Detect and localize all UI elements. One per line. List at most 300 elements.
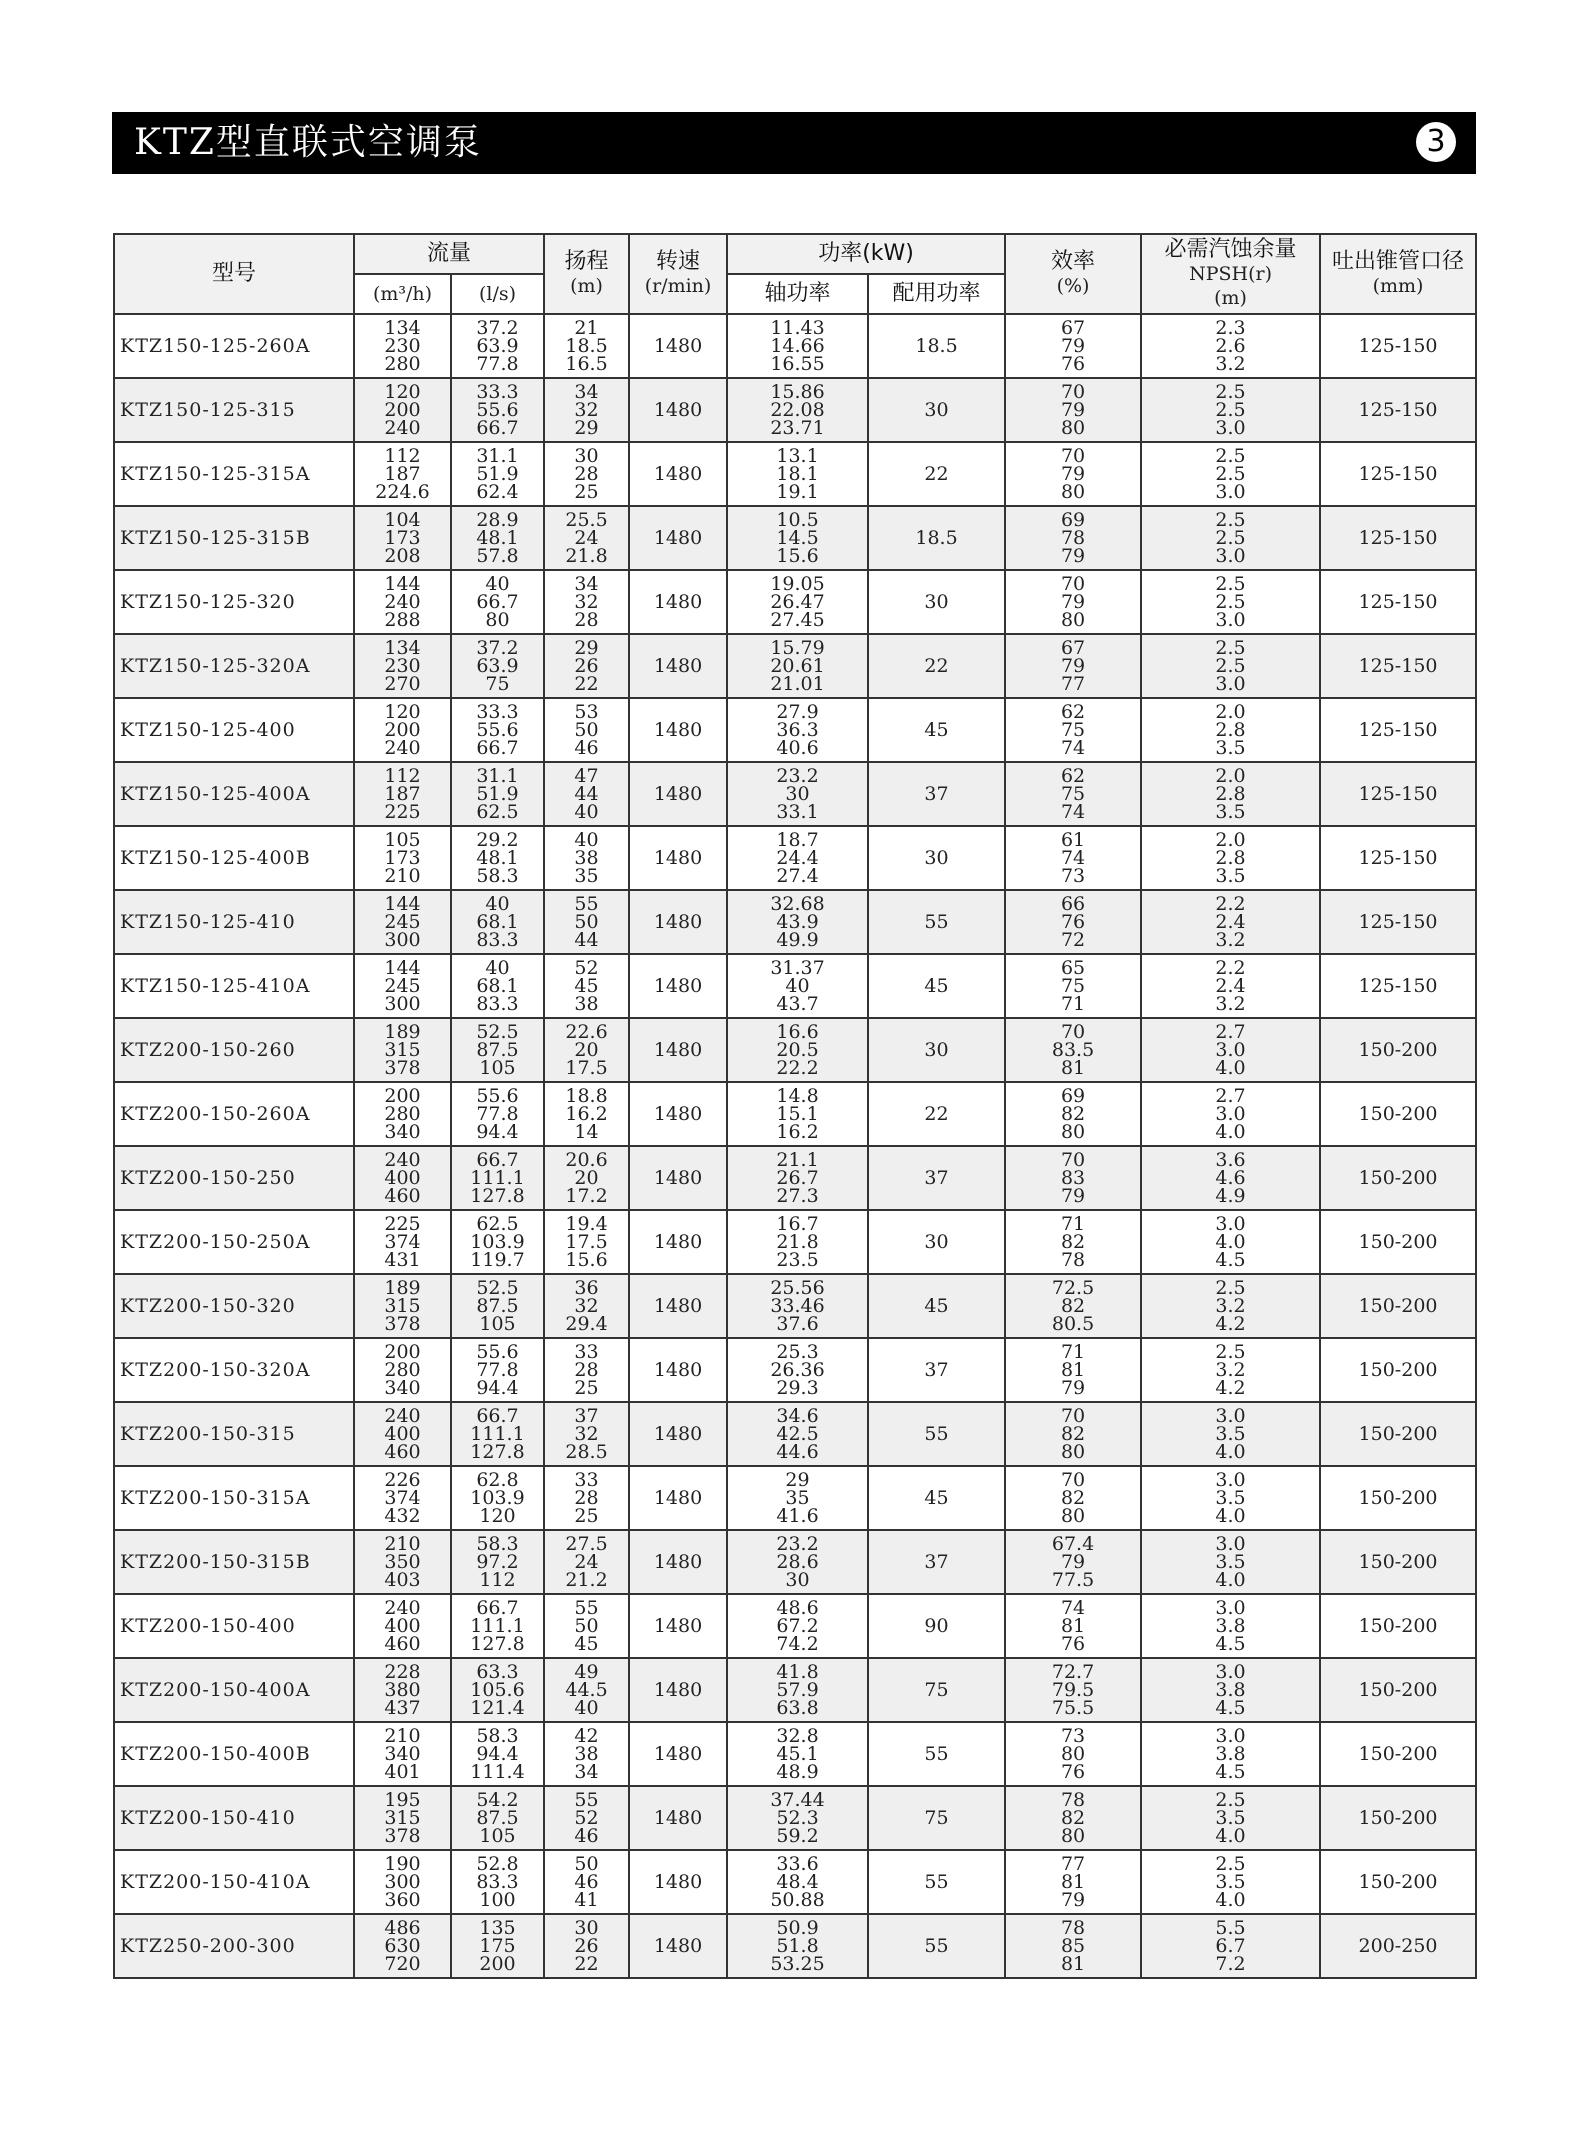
cell-flow-m3h [354, 1850, 451, 1914]
cell-value: 437 [384, 1697, 421, 1720]
cell-value: 16.55 [770, 353, 825, 376]
cell-outlet-diameter: 150-200 [1320, 1402, 1476, 1466]
cell-model: KTZ150-125-315B [114, 506, 354, 570]
cell-flow-m3h [354, 1018, 451, 1082]
cell-shaft-power [727, 890, 868, 954]
cell-value: 28.6 [776, 1550, 819, 1573]
cell-value: 134 [384, 316, 421, 339]
cell-value: 33 [574, 1468, 599, 1491]
cell-value: 3.6 [1215, 1148, 1246, 1171]
cell-value: 80 [1060, 417, 1086, 440]
table-row [114, 1594, 1476, 1658]
cell-value: 66.7 [476, 1596, 519, 1619]
cell-value: 34 [574, 1761, 599, 1784]
cell-value: 50.88 [770, 1889, 825, 1912]
cell-value: 41.6 [776, 1505, 819, 1528]
cell-motor-power: 22 [868, 442, 1005, 506]
cell-value: 59.2 [776, 1825, 819, 1848]
cell-value: 3.0 [1215, 1212, 1246, 1235]
cell-value: 3.5 [1215, 1870, 1246, 1893]
cell-value: 37.6 [776, 1313, 819, 1336]
cell-value: 49 [574, 1660, 599, 1683]
cell-value: 288 [384, 609, 421, 632]
cell-efficiency [1005, 378, 1141, 442]
cell-outlet-diameter: 125-150 [1320, 698, 1476, 762]
cell-value: 2.6 [1215, 334, 1246, 357]
cell-value: 315 [384, 1806, 421, 1829]
cell-value: 200 [384, 718, 421, 741]
cell-value: 48.1 [476, 846, 519, 869]
cell-outlet-diameter: 150-200 [1320, 1658, 1476, 1722]
cell-value: 2.5 [1215, 398, 1246, 421]
cell-outlet-diameter: 200-250 [1320, 1914, 1476, 1978]
cell-value: 53.25 [770, 1953, 825, 1976]
cell-value: 44 [574, 929, 599, 952]
cell-value: 37.44 [770, 1788, 825, 1811]
cell-shaft-power [727, 1402, 868, 1466]
cell-efficiency [1005, 1850, 1141, 1914]
cell-value: 29 [785, 1468, 810, 1491]
cell-value: 14.8 [776, 1084, 819, 1107]
cell-model: KTZ150-125-400 [114, 698, 354, 762]
cell-value: 210 [384, 1532, 421, 1555]
cell-npsh [1141, 1338, 1320, 1402]
cell-head [544, 762, 629, 826]
cell-head [544, 1402, 629, 1466]
cell-value: 32.8 [776, 1724, 819, 1747]
cell-efficiency [1005, 1402, 1141, 1466]
cell-value: 378 [384, 1057, 421, 1080]
cell-value: 3.5 [1215, 1486, 1246, 1509]
cell-flow-m3h [354, 1530, 451, 1594]
page-number-badge: 3 [1416, 122, 1456, 162]
cell-value: 45 [574, 1633, 599, 1656]
cell-value: 4.9 [1215, 1185, 1246, 1208]
cell-value: 111.1 [470, 1422, 525, 1445]
cell-value: 45 [574, 974, 599, 997]
cell-value: 33 [574, 1340, 599, 1363]
cell-efficiency [1005, 506, 1141, 570]
cell-outlet-diameter: 125-150 [1320, 570, 1476, 634]
cell-value: 19.05 [770, 572, 825, 595]
header-head: 扬程 (m) [544, 234, 629, 314]
cell-npsh [1141, 506, 1320, 570]
cell-value: 25 [574, 1377, 599, 1400]
cell-value: 2.5 [1215, 1340, 1246, 1363]
cell-value: 25 [574, 1505, 599, 1528]
cell-value: 78 [1060, 526, 1086, 549]
cell-value: 42 [574, 1724, 599, 1747]
cell-value: 71 [1060, 1212, 1086, 1235]
cell-speed: 1480 [629, 1338, 727, 1402]
cell-outlet-diameter: 150-200 [1320, 1338, 1476, 1402]
cell-value: 62 [1060, 700, 1086, 723]
cell-flow-ls [451, 314, 544, 378]
cell-head [544, 1594, 629, 1658]
cell-head [544, 1210, 629, 1274]
cell-value: 22 [574, 1953, 599, 1976]
cell-value: 4.5 [1215, 1633, 1246, 1656]
cell-value: 431 [384, 1249, 421, 1272]
cell-value: 21.8 [565, 545, 608, 568]
cell-outlet-diameter: 150-200 [1320, 1850, 1476, 1914]
cell-efficiency [1005, 1018, 1141, 1082]
cell-value: 187 [384, 462, 421, 485]
cell-flow-m3h [354, 1274, 451, 1338]
cell-head [544, 1146, 629, 1210]
cell-npsh [1141, 1018, 1320, 1082]
cell-shaft-power [727, 570, 868, 634]
cell-motor-power: 55 [868, 1914, 1005, 1978]
cell-flow-ls [451, 1402, 544, 1466]
cell-value: 82 [1060, 1294, 1086, 1317]
cell-value: 80 [1060, 1121, 1086, 1144]
cell-value: 3.0 [1215, 1660, 1246, 1683]
cell-model: KTZ250-200-300 [114, 1914, 354, 1978]
cell-motor-power: 75 [868, 1658, 1005, 1722]
table-row [114, 890, 1476, 954]
cell-head [544, 1786, 629, 1850]
cell-value: 72.7 [1051, 1660, 1095, 1683]
cell-value: 3.2 [1215, 1294, 1246, 1317]
cell-value: 82 [1060, 1806, 1086, 1829]
cell-head [544, 1850, 629, 1914]
cell-flow-m3h [354, 954, 451, 1018]
cell-value: 66.7 [476, 590, 519, 613]
cell-value: 25 [574, 481, 599, 504]
cell-speed: 1480 [629, 1786, 727, 1850]
cell-value: 74 [1060, 1596, 1086, 1619]
cell-value: 70 [1060, 380, 1086, 403]
cell-value: 58.3 [476, 865, 519, 888]
cell-outlet-diameter: 125-150 [1320, 314, 1476, 378]
cell-speed: 1480 [629, 1402, 727, 1466]
cell-flow-ls [451, 1274, 544, 1338]
cell-speed: 1480 [629, 1274, 727, 1338]
cell-value: 47 [574, 764, 599, 787]
cell-head [544, 506, 629, 570]
cell-model: KTZ200-150-315B [114, 1530, 354, 1594]
cell-value: 21.01 [770, 673, 825, 696]
cell-value: 79 [1060, 1185, 1086, 1208]
cell-flow-m3h [354, 1402, 451, 1466]
cell-value: 33.6 [776, 1852, 819, 1875]
cell-value: 81 [1060, 1358, 1086, 1381]
cell-value: 26.7 [776, 1166, 819, 1189]
cell-motor-power: 45 [868, 954, 1005, 1018]
cell-value: 111.1 [470, 1166, 525, 1189]
cell-speed: 1480 [629, 698, 727, 762]
cell-value: 67.2 [776, 1614, 819, 1637]
cell-motor-power: 55 [868, 1402, 1005, 1466]
cell-flow-ls [451, 890, 544, 954]
cell-shaft-power [727, 1466, 868, 1530]
cell-value: 40 [485, 572, 510, 595]
cell-value: 18.7 [776, 828, 819, 851]
table-row [114, 1082, 1476, 1146]
cell-outlet-diameter: 125-150 [1320, 890, 1476, 954]
cell-value: 97.2 [476, 1550, 519, 1573]
cell-flow-m3h [354, 1466, 451, 1530]
table-row [114, 1658, 1476, 1722]
cell-flow-ls [451, 698, 544, 762]
cell-shaft-power [727, 1658, 868, 1722]
cell-value: 3.5 [1215, 737, 1246, 760]
cell-motor-power: 22 [868, 634, 1005, 698]
cell-value: 20 [574, 1038, 599, 1061]
cell-value: 4.0 [1215, 1057, 1246, 1080]
cell-value: 81 [1060, 1057, 1086, 1080]
cell-flow-ls [451, 1914, 544, 1978]
cell-head [544, 1722, 629, 1786]
cell-outlet-diameter: 125-150 [1320, 378, 1476, 442]
cell-value: 29 [574, 636, 599, 659]
cell-flow-ls [451, 1082, 544, 1146]
cell-value: 77 [1060, 673, 1086, 696]
cell-value: 280 [384, 1358, 421, 1381]
cell-value: 380 [384, 1678, 421, 1701]
cell-value: 3.0 [1215, 1102, 1246, 1125]
cell-value: 29.3 [776, 1377, 819, 1400]
cell-outlet-diameter: 150-200 [1320, 1082, 1476, 1146]
header-flow-m3h: (m³/h) [354, 274, 451, 314]
cell-speed: 1480 [629, 506, 727, 570]
cell-value: 37 [574, 1404, 599, 1427]
cell-efficiency [1005, 954, 1141, 1018]
cell-outlet-diameter: 125-150 [1320, 762, 1476, 826]
cell-outlet-diameter: 150-200 [1320, 1466, 1476, 1530]
cell-model: KTZ200-150-315A [114, 1466, 354, 1530]
cell-motor-power: 30 [868, 1210, 1005, 1274]
cell-model: KTZ150-125-260A [114, 314, 354, 378]
cell-value: 195 [384, 1788, 421, 1811]
table-row [114, 1722, 1476, 1786]
cell-value: 144 [384, 892, 421, 915]
cell-flow-m3h [354, 1082, 451, 1146]
cell-value: 80 [485, 609, 510, 632]
cell-outlet-diameter: 125-150 [1320, 954, 1476, 1018]
cell-value: 28.5 [565, 1441, 608, 1464]
cell-value: 80 [1060, 1742, 1086, 1765]
cell-value: 65 [1060, 956, 1086, 979]
cell-value: 18.5 [565, 334, 608, 357]
cell-value: 2.5 [1215, 508, 1246, 531]
cell-value: 187 [384, 782, 421, 805]
cell-model: KTZ150-125-315A [114, 442, 354, 506]
cell-value: 21.1 [776, 1148, 819, 1171]
cell-value: 44.6 [776, 1441, 819, 1464]
cell-flow-m3h [354, 1786, 451, 1850]
cell-value: 33.3 [476, 700, 519, 723]
cell-value: 104 [384, 508, 421, 531]
cell-value: 80 [1060, 1505, 1086, 1528]
cell-value: 23.2 [776, 1532, 819, 1555]
cell-npsh [1141, 1402, 1320, 1466]
cell-value: 127.8 [470, 1441, 525, 1464]
header-shaft-power: 轴功率 [727, 274, 868, 314]
cell-value: 79 [1060, 1889, 1086, 1912]
cell-speed: 1480 [629, 1530, 727, 1594]
cell-flow-ls [451, 1530, 544, 1594]
cell-efficiency [1005, 634, 1141, 698]
cell-npsh [1141, 1210, 1320, 1274]
cell-flow-ls [451, 826, 544, 890]
cell-model: KTZ150-125-410A [114, 954, 354, 1018]
cell-value: 15.6 [565, 1249, 608, 1272]
cell-flow-m3h [354, 826, 451, 890]
cell-motor-power: 45 [868, 698, 1005, 762]
cell-value: 4.5 [1215, 1249, 1246, 1272]
cell-npsh [1141, 826, 1320, 890]
cell-value: 23.2 [776, 764, 819, 787]
cell-value: 77.8 [476, 1358, 519, 1381]
cell-flow-m3h [354, 314, 451, 378]
cell-value: 4.0 [1215, 1441, 1246, 1464]
cell-value: 80.5 [1051, 1313, 1095, 1336]
cell-value: 74.2 [776, 1633, 819, 1656]
cell-value: 21.2 [565, 1569, 608, 1592]
cell-value: 70 [1060, 444, 1086, 467]
table-row [114, 954, 1476, 1018]
cell-value: 103.9 [470, 1486, 525, 1509]
table-row [114, 1210, 1476, 1274]
cell-value: 41.8 [776, 1660, 819, 1683]
cell-head [544, 1338, 629, 1402]
cell-value: 3.5 [1215, 865, 1246, 888]
cell-value: 3.5 [1215, 1806, 1246, 1829]
cell-value: 52.8 [476, 1852, 519, 1875]
cell-efficiency [1005, 1466, 1141, 1530]
cell-value: 245 [384, 910, 421, 933]
cell-motor-power: 45 [868, 1466, 1005, 1530]
cell-value: 27.45 [770, 609, 825, 632]
cell-value: 105 [384, 828, 421, 851]
cell-value: 2.5 [1215, 1276, 1246, 1299]
cell-value: 48.1 [476, 526, 519, 549]
cell-flow-m3h [354, 698, 451, 762]
cell-value: 144 [384, 572, 421, 595]
cell-value: 29.2 [476, 828, 519, 851]
cell-motor-power: 55 [868, 890, 1005, 954]
page-title: KTZ型直联式空调泵 [134, 122, 482, 163]
cell-value: 71 [1060, 1340, 1086, 1363]
cell-value: 173 [384, 846, 421, 869]
cell-npsh [1141, 762, 1320, 826]
cell-motor-power: 18.5 [868, 506, 1005, 570]
cell-value: 81 [1060, 1953, 1086, 1976]
cell-value: 29 [574, 417, 599, 440]
cell-motor-power: 18.5 [868, 314, 1005, 378]
cell-value: 240 [384, 1404, 421, 1427]
cell-value: 52.5 [476, 1276, 519, 1299]
cell-flow-ls [451, 1210, 544, 1274]
header-model: 型号 [114, 234, 354, 314]
cell-value: 3.0 [1215, 481, 1246, 504]
cell-value: 2.7 [1215, 1084, 1246, 1107]
cell-value: 26.36 [770, 1358, 825, 1381]
cell-model: KTZ200-150-250 [114, 1146, 354, 1210]
cell-value: 48.9 [776, 1761, 819, 1784]
cell-value: 225 [384, 1212, 421, 1235]
cell-speed: 1480 [629, 1082, 727, 1146]
cell-value: 300 [384, 1870, 421, 1893]
cell-value: 83.5 [1051, 1038, 1095, 1061]
cell-value: 31.1 [476, 444, 519, 467]
header-flow-ls: (l/s) [451, 274, 544, 314]
cell-shaft-power [727, 1530, 868, 1594]
cell-flow-ls [451, 1850, 544, 1914]
cell-flow-ls [451, 634, 544, 698]
cell-value: 75 [1060, 782, 1086, 805]
cell-model: KTZ200-150-315 [114, 1402, 354, 1466]
cell-value: 22 [574, 673, 599, 696]
cell-value: 16.7 [776, 1212, 819, 1235]
cell-value: 2.5 [1215, 654, 1246, 677]
cell-npsh [1141, 442, 1320, 506]
table-row [114, 1338, 1476, 1402]
cell-value: 22.08 [770, 398, 825, 421]
cell-flow-m3h [354, 1914, 451, 1978]
cell-motor-power: 30 [868, 1018, 1005, 1082]
cell-shaft-power [727, 1914, 868, 1978]
cell-value: 83.3 [476, 929, 519, 952]
cell-value: 28 [574, 462, 599, 485]
cell-value: 37.2 [476, 636, 519, 659]
table-row [114, 1146, 1476, 1210]
cell-efficiency [1005, 1274, 1141, 1338]
cell-value: 55.6 [476, 1340, 519, 1363]
cell-value: 79.5 [1051, 1678, 1095, 1701]
cell-value: 43.9 [776, 910, 819, 933]
cell-value: 4.0 [1215, 1569, 1246, 1592]
cell-value: 4.2 [1215, 1313, 1246, 1336]
cell-value: 120 [384, 380, 421, 403]
cell-value: 3.5 [1215, 801, 1246, 824]
cell-value: 486 [384, 1916, 421, 1939]
cell-value: 378 [384, 1313, 421, 1336]
cell-value: 120 [384, 700, 421, 723]
cell-head [544, 1658, 629, 1722]
cell-value: 27.3 [776, 1185, 819, 1208]
cell-value: 40 [574, 1697, 599, 1720]
cell-value: 35 [574, 865, 599, 888]
cell-value: 189 [384, 1276, 421, 1299]
cell-model: KTZ200-150-400 [114, 1594, 354, 1658]
cell-value: 77.8 [476, 1102, 519, 1125]
cell-value: 228 [384, 1660, 421, 1683]
header-speed: 转速 (r/min) [629, 234, 727, 314]
cell-efficiency [1005, 1658, 1141, 1722]
cell-value: 4.6 [1215, 1166, 1246, 1189]
cell-head [544, 1018, 629, 1082]
cell-value: 62.5 [476, 1212, 519, 1235]
cell-flow-m3h [354, 762, 451, 826]
cell-value: 80 [1060, 609, 1086, 632]
table-row [114, 1850, 1476, 1914]
cell-outlet-diameter: 150-200 [1320, 1530, 1476, 1594]
cell-shaft-power [727, 826, 868, 890]
cell-value: 73 [1060, 865, 1086, 888]
cell-outlet-diameter: 125-150 [1320, 826, 1476, 890]
cell-value: 2.5 [1215, 1852, 1246, 1875]
cell-value: 2.5 [1215, 444, 1246, 467]
cell-value: 112 [479, 1569, 516, 1592]
cell-value: 2.8 [1215, 718, 1246, 741]
cell-value: 75 [1060, 718, 1086, 741]
cell-value: 460 [384, 1633, 421, 1656]
cell-value: 208 [384, 545, 421, 568]
cell-value: 26 [574, 1934, 599, 1957]
